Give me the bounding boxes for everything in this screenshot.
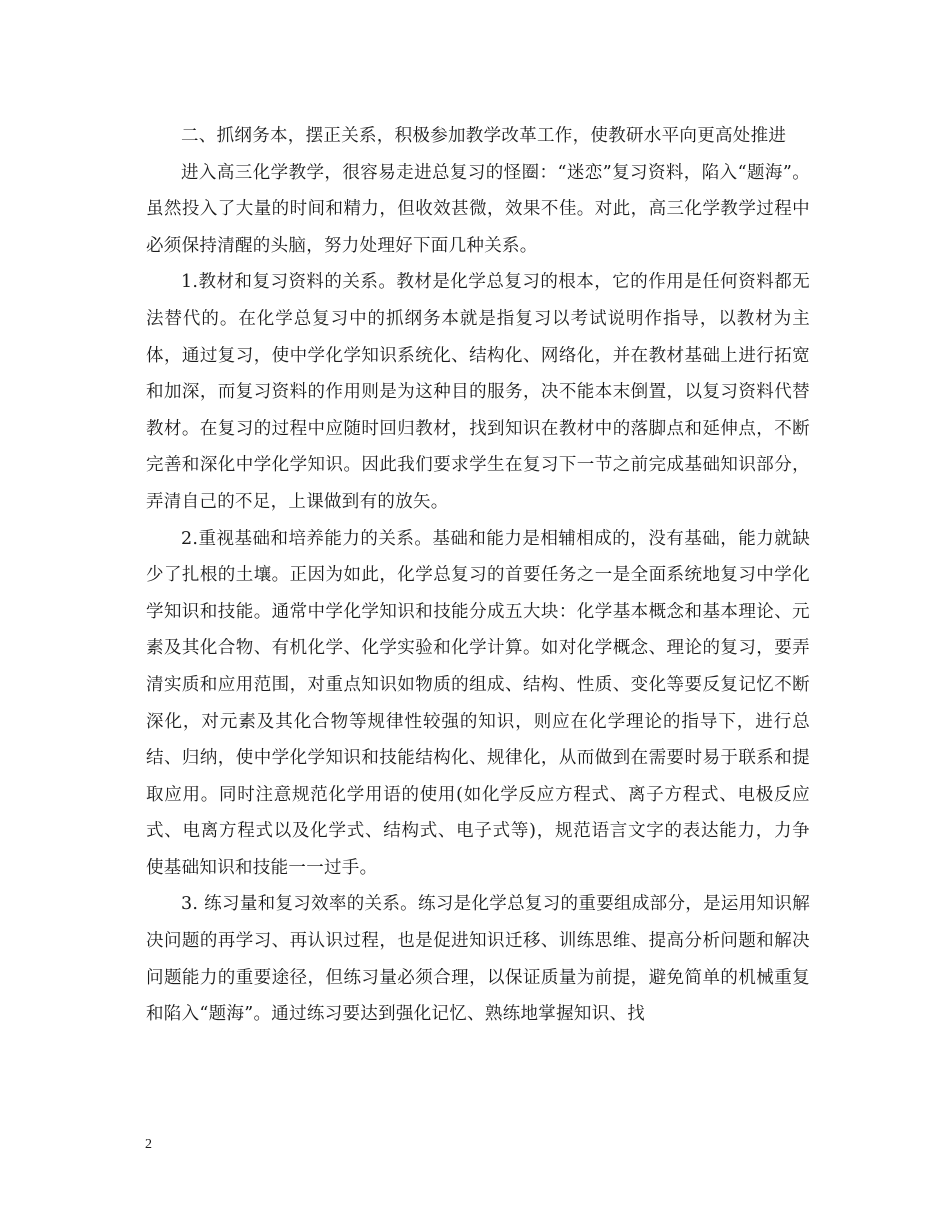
section-heading: 二、抓纲务本，摆正关系，积极参加教学改革工作，使教研水平向更高处推进 [181, 126, 787, 146]
page-number: 2 [145, 1137, 152, 1152]
paragraph-textbook-relation: 1.教材和复习资料的关系。教材是化学总复习的根本，它的作用是任何资料都无法替代的。在化学总复习中的抓纲务本就是指复习以考试说明作指导，以教材为主体，通过复习，使中学化学知识系统化、结构化、网络化，并在教材基础上进行拓宽和加深，而复习资料的作用则是为这种目的服务，决不能本末倒置，以复习资料代替教材。在复习的过程中应随时回归教材，找到知识在教材中的落脚点和延伸点，不断完善和深化中学化学知识。因此我们要求学生在复习下一节之前完成基础知识部分，弄清自己的不足，上课做到有的放矢。 [146, 272, 810, 512]
paragraph-foundation-ability: 2.重视基础和培养能力的关系。基础和能力是相辅相成的，没有基础，能力就缺少了扎根的土壤。正因为如此，化学总复习的首要任务之一是全面系统地复习中学化学知识和技能。通常中学化学知识和技能分成五大块：化学基本概念和基本理论、元素及其化合物、有机化学、化学实验和化学计算。如对化学概念、理论的复习，要弄清实质和应用范围，对重点知识如物质的组成、结构、性质、变化等要反复记忆不断深化，对元素及其化合物等规律性较强的知识，则应在化学理论的指导下，进行总结、归纳，使中学化学知识和技能结构化、规律化，从而做到在需要时易于联系和提取应用。同时注意规范化学用语的使用(如化学反应方程式、离子方程式、电极反应式、电离方程式以及化学式、结构式、电子式等)，规范语言文字的表达能力，力争使基础知识和技能一一过手。 [146, 528, 810, 878]
paragraph-intro: 进入高三化学教学，很容易走进总复习的怪圈：“迷恋”复习资料，陷入“题海”。虽然投入了大量的时间和精力，但收效甚微，效果不佳。对此，高三化学教学过程中必须保持清醒的头脑，努力处理好下面几种关系。 [146, 162, 810, 256]
document-body [146, 118, 810, 1033]
paragraph-practice-efficiency: 3. 练习量和复习效率的关系。练习是化学总复习的重要组成部分，是运用知识解决问题的再学习、再认识过程，也是促进知识迁移、训练思维、提高分析问题和解决问题能力的重要途径，但练习量必须合理，以保证质量为前提，避免简单的机械重复和陷入“题海”。通过练习要达到强化记忆、熟练地掌握知识、找 [146, 894, 810, 1025]
